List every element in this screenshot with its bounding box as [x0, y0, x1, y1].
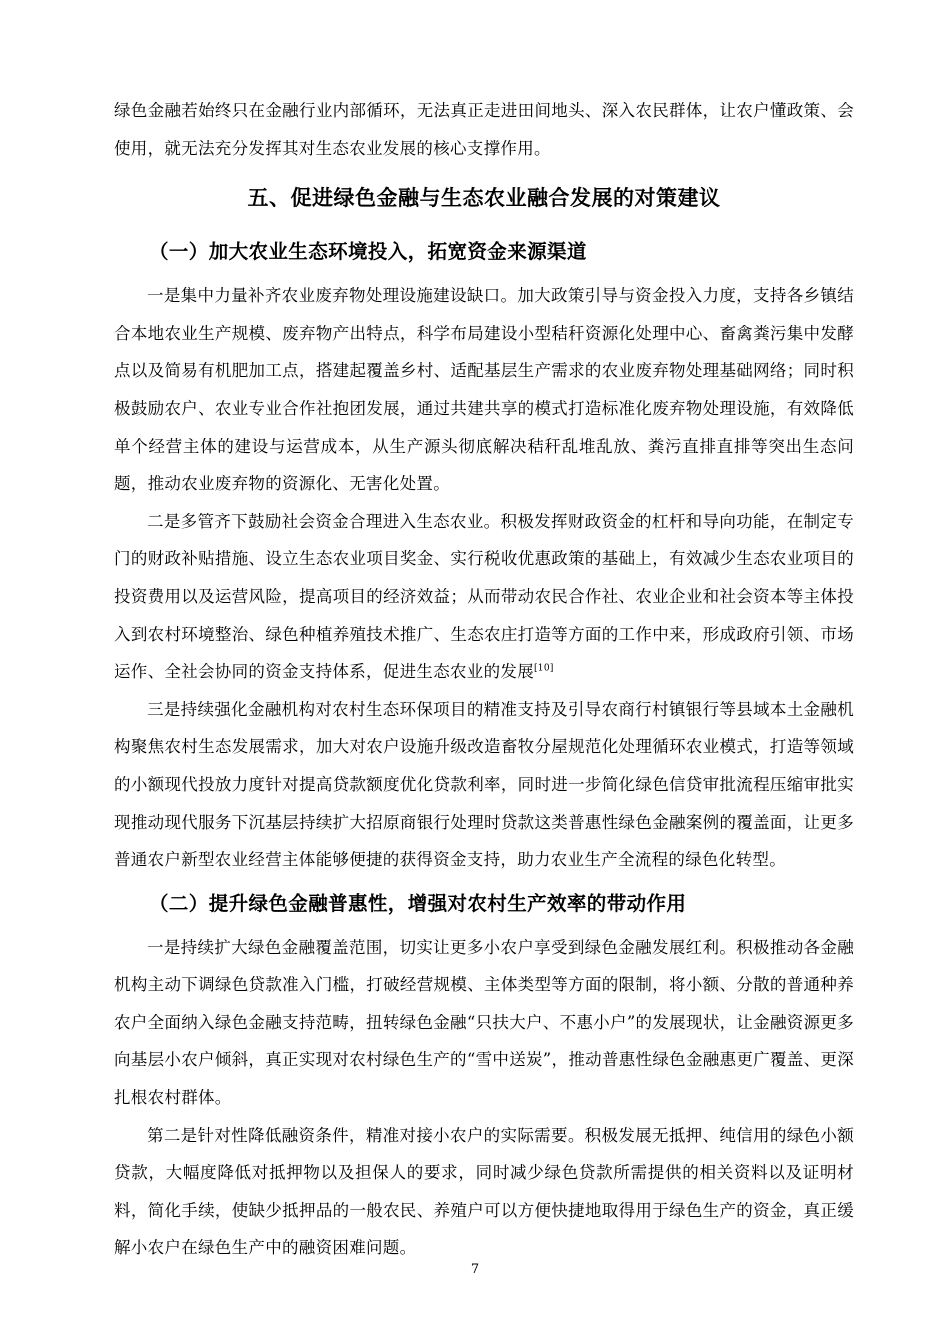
paragraph-1-3: 三是持续强化金融机构对农村生态环保项目的精准支持及引导农商行村镇银行等县域本土金融机构聚焦农村生态发展需求，加大对农户设施升级改造畜牧分屋规范化处理循环农业模式，打造等领域的小额现代投放力度针对提高贷款额度优化贷款利率，同时进一步简化绿色信贷审批流程压缩审批实现推动现代服务下沉基层持续扩大招原商银行处理时贷款这类普惠性绿色金融案例的覆盖面，让更多普通农户新型农业经营主体能够便捷的获得资金支持，助力农业生产全流程的绿色化转型。 [114, 699, 854, 870]
paragraph-2-2: 第二是针对性降低融资条件，精准对接小农户的实际需要。积极发展无抵押、纯信用的绿色小额贷款，大幅度降低对抵押物以及担保人的要求，同时减少绿色贷款所需提供的相关资料以及证明材料，简化手续，使缺少抵押品的一般农民、养殖户可以方便快捷地取得用于绿色生产的资金，真正缓解小农户在绿色生产中的融资困难问题。 [114, 1125, 854, 1258]
citation-marker: [10] [534, 663, 554, 674]
subsection-title-1: （一）加大农业生态环境投入，拓宽资金来源渠道 [149, 240, 587, 264]
subsection-title-2: （二）提升绿色金融普惠性，增强对农村生产效率的带动作用 [149, 891, 687, 915]
paragraph-1-1: 一是集中力量补齐农业废弃物处理设施建设缺口。加大政策引导与资金投入力度，支持各乡镇结合本地农业生产规模、废弃物产出特点，科学布局建设小型秸秆资源化处理中心、畜禽粪污集中发酵点以及简易有机肥加工点，搭建起覆盖乡村、适配基层生产需求的农业废弃物处理基础网络；同时积极鼓励农户、农业专业合作社抱团发展，通过共建共享的模式打造标准化废弃物处理设施，有效降低单个经营主体的建设与运营成本，从生产源头彻底解决秸秆乱堆乱放、粪污直排直排等突出生态问题，推动农业废弃物的资源化、无害化处置。 [114, 286, 854, 494]
paragraph-2-1: 一是持续扩大绿色金融覆盖范围，切实让更多小农户享受到绿色金融发展红利。积极推动各金融机构主动下调绿色贷款准入门槛，打破经营规模、主体类型等方面的限制，将小额、分散的普通种养农户全面纳入绿色金融支持范畴，扭转绿色金融“只扶大户、不惠小户”的发展现状，让金融资源更多向基层小农户倾斜，真正实现对农村绿色生产的“雪中送炭”，推动普惠性绿色金融惠更广覆盖、更深扎根农村群体。 [114, 937, 854, 1108]
section-title: 五、促进绿色金融与生态农业融合发展的对策建议 [247, 186, 721, 211]
intro-paragraph: 绿色金融若始终只在金融行业内部循环，无法真正走进田间地头、深入农民群体，让农户懂政策、会使用，就无法充分发挥其对生态农业发展的核心支撑作用。 [114, 101, 854, 158]
paragraph-1-2 [114, 503, 854, 691]
page-number: 7 [470, 1262, 480, 1277]
paragraph-1-2-text: 二是多管齐下鼓励社会资金合理进入生态农业。积极发挥财政资金的杠杆和导向功能，在制定专门的财政补贴措施、设立生态农业项目奖金、实行税收优惠政策的基础上，有效减少生态农业项目的投资费用以及运营风险，提高项目的经济效益；从而带动农民合作社、农业企业和社会资本等主体投入到农村环境整治、绿色种植养殖技术推广、生态农庄打造等方面的工作中来，形成政府引领、市场运作、全社会协同的资金支持体系，促进生态农业的发展 [114, 511, 854, 682]
